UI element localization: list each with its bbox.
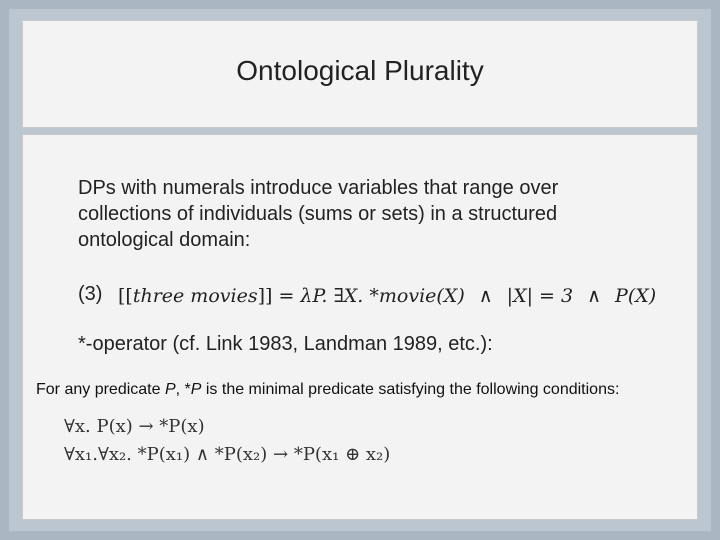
slide-title: Ontological Plurality [236, 55, 484, 86]
cardinality-condition: |X| = 3 [506, 285, 574, 307]
conjunction-1: ∧ [478, 285, 493, 307]
lambda-prefix: λP. ∃X. * [300, 285, 379, 307]
movie-predicate: movie [378, 285, 437, 307]
definition-prefix: For any predicate [36, 381, 165, 398]
operator-heading: *-operator (cf. Link 1983, Landman 1989, etc.): [78, 333, 493, 355]
example-number: (3) [78, 283, 103, 305]
conjunction-2: ∧ [587, 285, 602, 307]
movie-argument: (X) [436, 285, 465, 307]
definition-line [36, 381, 619, 399]
equals-sign: = [272, 285, 301, 307]
example-formula [118, 285, 656, 307]
denotation-open-bracket: [[ [118, 285, 133, 307]
intro-paragraph: DPs with numerals introduce variables that range over collections of individuals (sums or sets) in a structured ontological domain: [78, 177, 559, 251]
definition-mid: , * [175, 381, 191, 398]
denotation-close-bracket: ]] [257, 285, 273, 307]
axiom-1: ∀x. P(x) → *P(x) [64, 416, 205, 437]
definition-suffix: is the minimal predicate satisfying the following conditions: [201, 381, 620, 398]
denotation-expression: three movies [132, 285, 258, 307]
axiom-2: ∀x₁.∀x₂. *P(x₁) ∧ *P(x₂) → *P(x₁ ⊕ x₂) [64, 444, 391, 465]
p-argument: (X) [627, 285, 657, 307]
p-predicate: P [615, 285, 628, 307]
definition-p2: P [190, 381, 202, 398]
definition-p: P [164, 381, 176, 398]
